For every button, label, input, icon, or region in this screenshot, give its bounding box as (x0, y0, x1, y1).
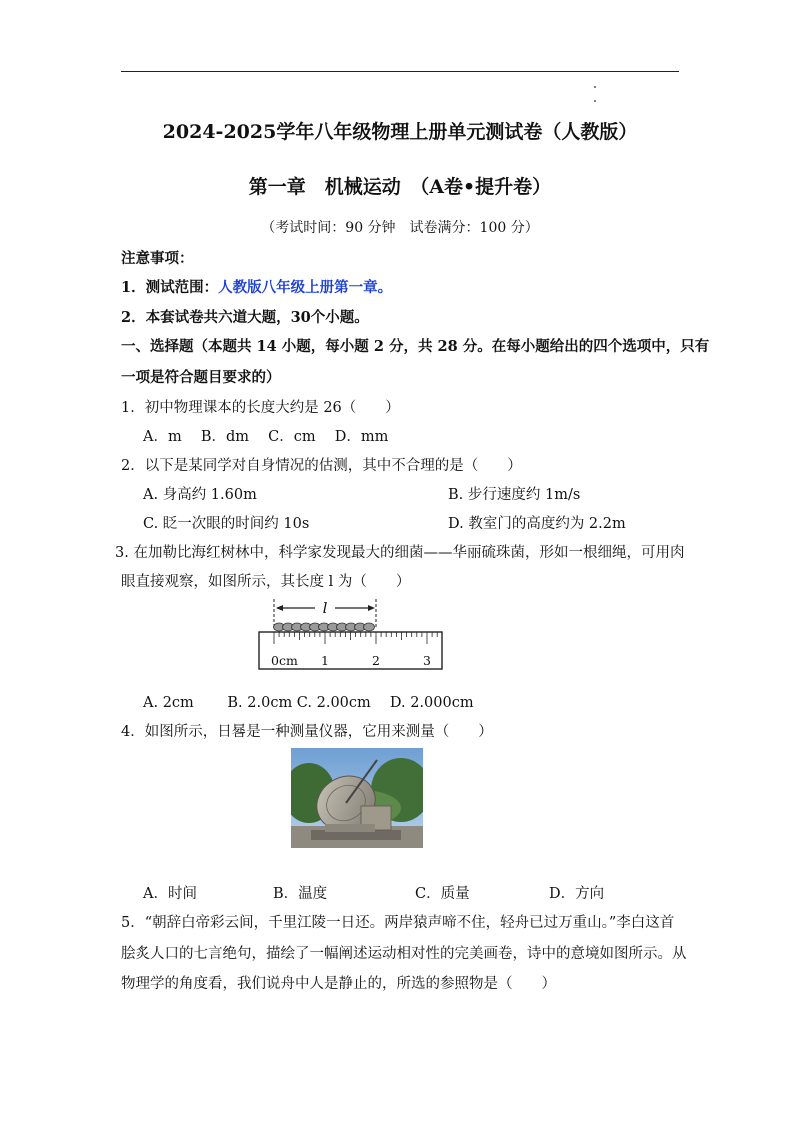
tick-label-3: 3 (423, 653, 431, 668)
length-label: l (322, 599, 328, 617)
chapter-title: 第一章 机械运动 （A卷•提升卷） (248, 176, 552, 198)
question-2-stem: 2．以下是某同学对自身情况的估测，其中不合理的是（ ） (121, 458, 522, 474)
question-3-options: A. 2cm B. 2.0cm C. 2.00cm D. 2.000cm (143, 695, 474, 711)
corner-dot (594, 100, 596, 102)
question-1-options: A．m B．dm C．cm D．mm (143, 429, 389, 445)
question-4-stem: 4．如图所示，日晷是一种测量仪器，它用来测量（ ） (121, 724, 493, 740)
section-1-heading-line1: 一、选择题（本题共 14 小题，每小题 2 分，共 28 分。在每小题给出的四个选项中，只有 (121, 338, 710, 355)
question-2-option-c: C. 眨一次眼的时间约 10s (143, 516, 310, 532)
question-2-option-d: D. 教室门的高度约为 2.2m (448, 516, 626, 532)
test-scope: 人教版八年级上册第一章。 (218, 279, 393, 296)
header-rule (121, 71, 679, 72)
notes-item-1 (121, 276, 392, 297)
question-4-option-d: D．方向 (549, 886, 605, 902)
ruler-figure (255, 597, 450, 672)
bacterium-chain (274, 623, 375, 631)
question-2-option-a: A. 身高约 1.60m (143, 487, 257, 503)
question-5-line3: 物理学的角度看，我们说舟中人是静止的，所选的参照物是（ ） (121, 976, 556, 992)
tick-label-0: 0cm (271, 653, 298, 668)
question-3-stem-line1: 3. 在加勒比海红树林中，科学家发现最大的细菌——华丽硫珠菌，形如一根细绳，可用肉 (115, 545, 685, 561)
question-4-option-a: A．时间 (143, 886, 197, 902)
question-2-option-b: B. 步行速度约 1m/s (448, 487, 581, 503)
notes-item-2: 2．本套试卷共六道大题，30个小题。 (121, 309, 369, 326)
exam-info: （考试时间：90 分钟 试卷满分：100 分） (261, 220, 539, 236)
question-1-stem: 1．初中物理课本的长度大约是 26（ ） (121, 400, 400, 416)
section-1-heading-line2: 一项是符合题目要求的） (121, 369, 281, 386)
exam-title: 2024-2025学年八年级物理上册单元测试卷（人教版） (162, 121, 638, 143)
corner-dot (594, 86, 596, 88)
notes-item-1-prefix: 1．测试范围： (121, 279, 219, 296)
sundial-photo (291, 748, 423, 848)
question-3-stem-line2: 眼直接观察，如图所示，其长度 l 为（ ） (121, 574, 411, 590)
tick-label-2: 2 (372, 653, 380, 668)
question-5-line2: 脍炙人口的七言绝句，描绘了一幅阐述运动相对性的完美画卷，诗中的意境如图所示。从 (121, 946, 687, 962)
question-5-line1: 5．“朝辞白帝彩云间，千里江陵一日还。两岸猿声啼不住，轻舟已过万重山。”李白这首 (121, 915, 675, 931)
tick-label-1: 1 (321, 653, 329, 668)
notes-heading: 注意事项： (121, 250, 194, 267)
question-4-option-c: C．质量 (415, 886, 470, 902)
question-4-option-b: B．温度 (273, 886, 328, 902)
